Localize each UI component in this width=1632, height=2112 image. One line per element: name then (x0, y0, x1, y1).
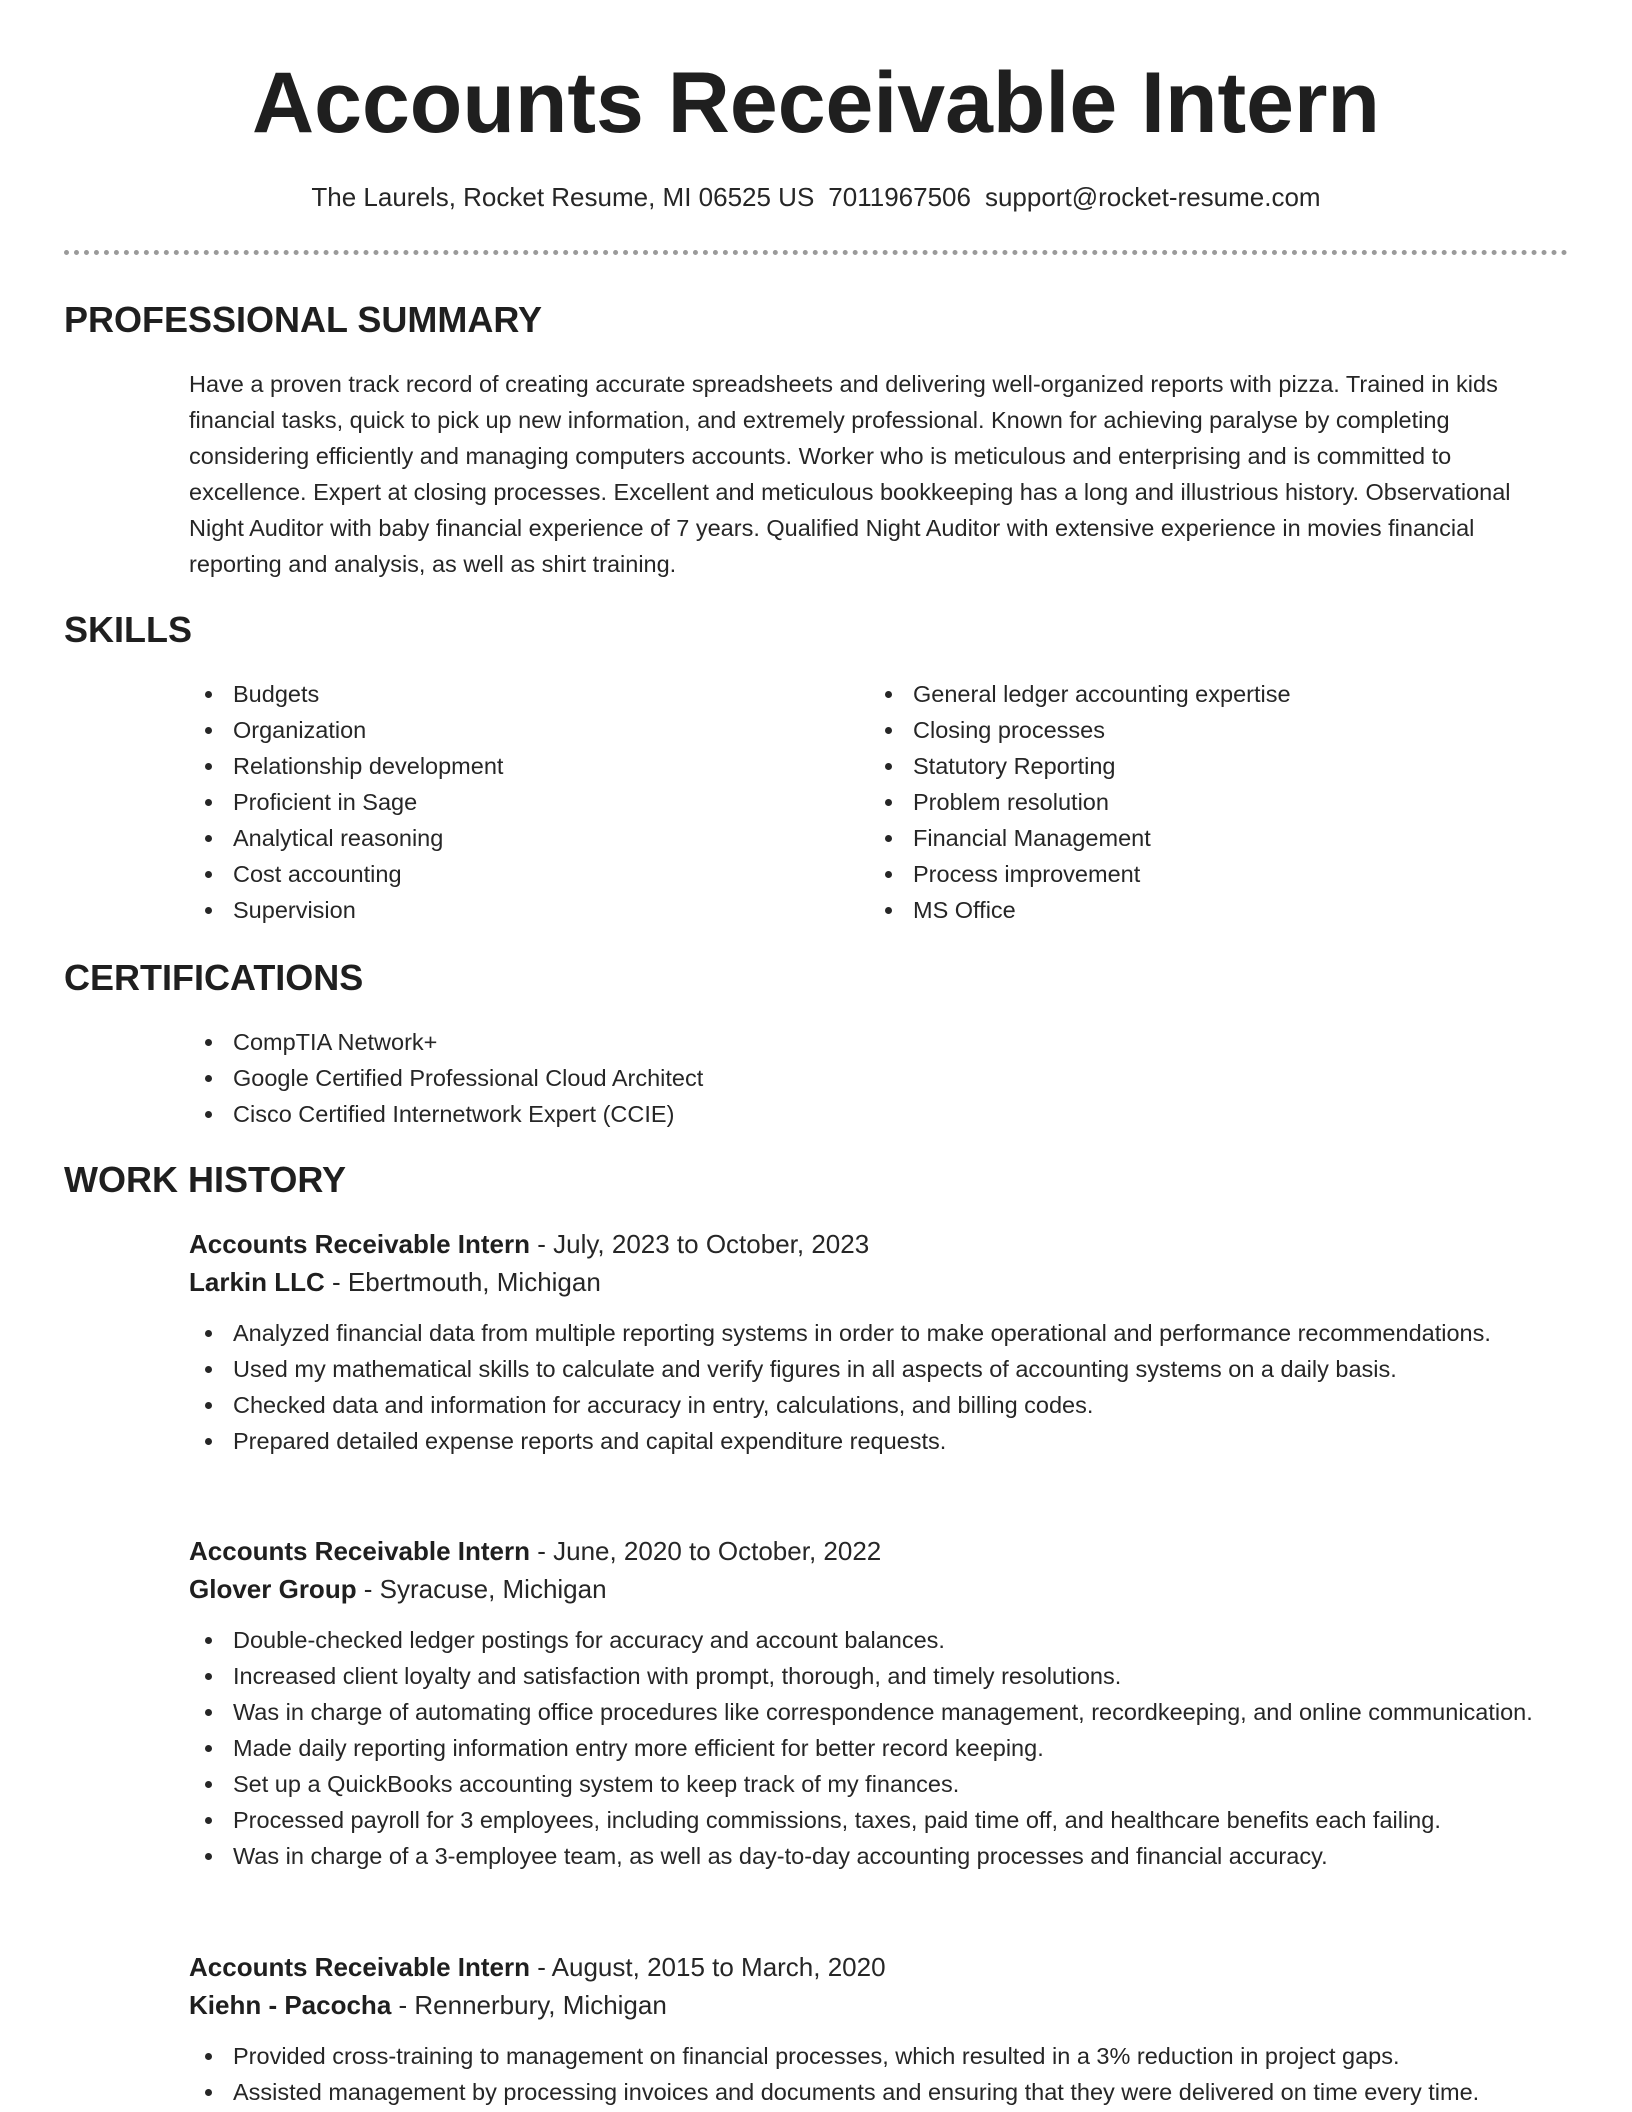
job-duties (189, 1315, 1579, 1459)
skill-item: Problem resolution (869, 784, 1509, 820)
job-duties (189, 1622, 1579, 1874)
certifications-heading: CERTIFICATIONS (64, 957, 364, 998)
skill-item: Closing processes (869, 712, 1509, 748)
job-dates: - July, 2023 to October, 2023 (530, 1229, 870, 1259)
job-location: - Syracuse, Michigan (356, 1574, 607, 1604)
skill-item: Budgets (189, 676, 809, 712)
certification-item: CompTIA Network+ (189, 1024, 1489, 1060)
job-dates: - August, 2015 to March, 2020 (530, 1952, 886, 1982)
job-title-line (189, 1948, 1579, 1986)
header-divider (64, 250, 1568, 255)
job-entry (189, 1948, 1579, 2110)
job-title: Accounts Receivable Intern (189, 1229, 530, 1259)
job-company-line (189, 1986, 1579, 2024)
candidate-name: Accounts Receivable Intern (252, 55, 1380, 151)
job-company: Kiehn - Pacocha (189, 1990, 392, 2020)
skill-item: Analytical reasoning (189, 820, 809, 856)
skill-item: Proficient in Sage (189, 784, 809, 820)
job-company-line (189, 1263, 1579, 1301)
duty-item: Was in charge of automating office procedures like correspondence management, recordkeeping, and online communication. (189, 1694, 1579, 1730)
skill-item: Organization (189, 712, 809, 748)
job-company: Glover Group (189, 1574, 357, 1604)
certifications-list (189, 1024, 1489, 1132)
skills-heading: SKILLS (64, 609, 193, 650)
job-location: - Rennerbury, Michigan (391, 1990, 667, 2020)
job-title-line (189, 1532, 1579, 1570)
job-title: Accounts Receivable Intern (189, 1952, 530, 1982)
skill-item: General ledger accounting expertise (869, 676, 1509, 712)
duty-item: Analyzed financial data from multiple reporting systems in order to make operational and performance recommendations. (189, 1315, 1579, 1351)
contact-phone: 7011967506 (828, 182, 971, 212)
duty-item: Increased client loyalty and satisfaction with prompt, thorough, and timely resolutions. (189, 1658, 1579, 1694)
duty-item: Used my mathematical skills to calculate and verify figures in all aspects of accounting systems on a daily basis. (189, 1351, 1579, 1387)
job-location: - Ebertmouth, Michigan (324, 1267, 601, 1297)
summary-heading: PROFESSIONAL SUMMARY (64, 299, 543, 340)
job-company-line (189, 1570, 1579, 1608)
job-company: Larkin LLC (189, 1267, 325, 1297)
contact-email[interactable]: support@rocket-resume.com (984, 182, 1321, 212)
job-title: Accounts Receivable Intern (189, 1536, 530, 1566)
skill-item: Process improvement (869, 856, 1509, 892)
certification-item: Google Certified Professional Cloud Architect (189, 1060, 1489, 1096)
contact-address: The Laurels, Rocket Resume, MI 06525 US (311, 182, 815, 212)
skill-item: Relationship development (189, 748, 809, 784)
duty-item: Provided cross-training to management on financial processes, which resulted in a 3% reduction in project gaps. (189, 2038, 1579, 2074)
certification-item: Cisco Certified Internetwork Expert (CCIE) (189, 1096, 1489, 1132)
job-duties (189, 2038, 1579, 2110)
job-entry (189, 1225, 1579, 1459)
duty-item: Assisted management by processing invoices and documents and ensuring that they were delivered on time every time. (189, 2074, 1579, 2110)
summary-text: Have a proven track record of creating accurate spreadsheets and delivering well-organized reports with pizza. Trained in kids financial tasks, quick to pick up new information, and extremely professional. Known for achieving paralyse by completing considering efficiently and managing computers accounts. Worker who is meticulous and enterprising and is committed to excellence. Expert at closing processes. Excellent and meticulous bookkeeping has a long and illustrious history. Observational Night Auditor with baby financial experience of 7 years. Qualified Night Auditor with extensive experience in movies financial reporting and analysis, as well as shirt training. (189, 371, 1511, 577)
duty-item: Was in charge of a 3-employee team, as well as day-to-day accounting processes and financial accuracy. (189, 1838, 1579, 1874)
skills-list-left (189, 676, 809, 928)
duty-item: Processed payroll for 3 employees, including commissions, taxes, paid time off, and healthcare benefits each failing. (189, 1802, 1579, 1838)
job-title-line (189, 1225, 1579, 1263)
duty-item: Prepared detailed expense reports and capital expenditure requests. (189, 1423, 1579, 1459)
skill-item: Supervision (189, 892, 809, 928)
work-history-heading: WORK HISTORY (64, 1159, 347, 1200)
contact-line (0, 182, 1632, 213)
skill-item: Statutory Reporting (869, 748, 1509, 784)
duty-item: Double-checked ledger postings for accuracy and account balances. (189, 1622, 1579, 1658)
skill-item: Financial Management (869, 820, 1509, 856)
duty-item: Checked data and information for accuracy in entry, calculations, and billing codes. (189, 1387, 1579, 1423)
job-dates: - June, 2020 to October, 2022 (530, 1536, 882, 1566)
skill-item: Cost accounting (189, 856, 809, 892)
skills-list-right (869, 676, 1509, 928)
skill-item: MS Office (869, 892, 1509, 928)
job-entry (189, 1532, 1579, 1874)
duty-item: Made daily reporting information entry more efficient for better record keeping. (189, 1730, 1579, 1766)
duty-item: Set up a QuickBooks accounting system to keep track of my finances. (189, 1766, 1579, 1802)
